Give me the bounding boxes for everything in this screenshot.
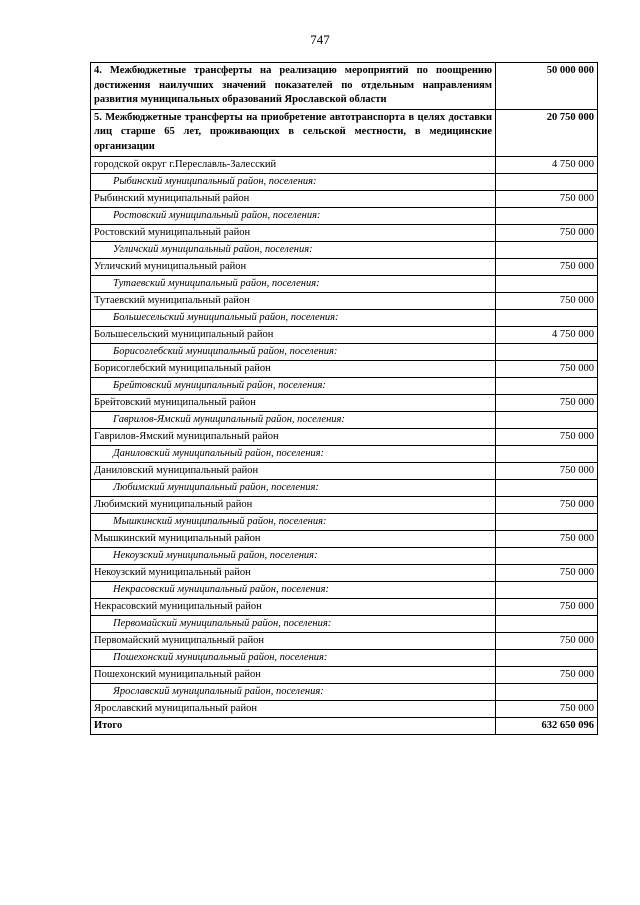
district-name: Угличский муниципальный район: [91, 258, 496, 275]
transfers-table: [90, 62, 598, 735]
subheader-label: Большесельский муниципальный район, поселения:: [91, 309, 496, 326]
table-row: [91, 428, 598, 445]
amount-cell: [496, 513, 598, 530]
section-title: 4. Межбюджетные трансферты на реализацию мероприятий по поощрению достижения наилучших значений показателей по отдельным направлениям развития муниципальных образований Ярославской области: [91, 63, 496, 110]
district-name: Тутаевский муниципальный район: [91, 292, 496, 309]
subheader-row: [91, 275, 598, 292]
subheader-label: Ростовский муниципальный район, поселения:: [91, 207, 496, 224]
district-name: Некрасовский муниципальный район: [91, 598, 496, 615]
amount-cell: [496, 683, 598, 700]
amount-cell: 750 000: [496, 462, 598, 479]
district-name: Первомайский муниципальный район: [91, 632, 496, 649]
amount-cell: [496, 377, 598, 394]
subheader-row: [91, 615, 598, 632]
subheader-row: [91, 241, 598, 258]
table-row: [91, 190, 598, 207]
subheader-label: Угличский муниципальный район, поселения:: [91, 241, 496, 258]
section-amount: 20 750 000: [496, 109, 598, 156]
amount-cell: 750 000: [496, 292, 598, 309]
subheader-label: Ярославский муниципальный район, поселения:: [91, 683, 496, 700]
amount-cell: 750 000: [496, 258, 598, 275]
amount-cell: 750 000: [496, 632, 598, 649]
amount-cell: [496, 581, 598, 598]
subheader-row: [91, 207, 598, 224]
district-name: Ростовский муниципальный район: [91, 224, 496, 241]
subheader-row: [91, 547, 598, 564]
amount-cell: [496, 649, 598, 666]
table-row: [91, 700, 598, 717]
table-row: [91, 598, 598, 615]
amount-cell: [496, 479, 598, 496]
amount-cell: [496, 207, 598, 224]
table-row: [91, 394, 598, 411]
district-name: Гаврилов-Ямский муниципальный район: [91, 428, 496, 445]
subheader-row: [91, 377, 598, 394]
subheader-row: [91, 479, 598, 496]
table-row: [91, 326, 598, 343]
amount-cell: 750 000: [496, 496, 598, 513]
table-row: [91, 530, 598, 547]
subheader-row: [91, 309, 598, 326]
section-amount: 50 000 000: [496, 63, 598, 110]
district-name: Рыбинский муниципальный район: [91, 190, 496, 207]
amount-cell: 750 000: [496, 394, 598, 411]
total-row: [91, 717, 598, 734]
amount-cell: [496, 445, 598, 462]
subheader-row: [91, 343, 598, 360]
amount-cell: 750 000: [496, 598, 598, 615]
table-row: [91, 258, 598, 275]
district-name: городской округ г.Переславль-Залесский: [91, 156, 496, 173]
amount-cell: 750 000: [496, 700, 598, 717]
table-row: [91, 360, 598, 377]
subheader-row: [91, 581, 598, 598]
district-name: Борисоглебский муниципальный район: [91, 360, 496, 377]
subheader-label: Первомайский муниципальный район, поселения:: [91, 615, 496, 632]
amount-cell: [496, 615, 598, 632]
subheader-label: Пошехонский муниципальный район, поселения:: [91, 649, 496, 666]
total-label: Итого: [91, 717, 496, 734]
subheader-label: Мышкинский муниципальный район, поселения:: [91, 513, 496, 530]
amount-cell: 750 000: [496, 564, 598, 581]
district-name: Пошехонский муниципальный район: [91, 666, 496, 683]
subheader-row: [91, 173, 598, 190]
table-row: [91, 462, 598, 479]
subheader-row: [91, 411, 598, 428]
district-name: Ярославский муниципальный район: [91, 700, 496, 717]
amount-cell: [496, 411, 598, 428]
subheader-row: [91, 445, 598, 462]
amount-cell: [496, 343, 598, 360]
section-title: 5. Межбюджетные трансферты на приобретение автотранспорта в целях доставки лиц старше 65 лет, проживающих в сельской местности, в медицинские организации: [91, 109, 496, 156]
subheader-row: [91, 649, 598, 666]
subheader-label: Рыбинский муниципальный район, поселения:: [91, 173, 496, 190]
subheader-label: Некоузский муниципальный район, поселения:: [91, 547, 496, 564]
table-row: [91, 666, 598, 683]
amount-cell: 750 000: [496, 428, 598, 445]
district-name: Мышкинский муниципальный район: [91, 530, 496, 547]
district-name: Любимский муниципальный район: [91, 496, 496, 513]
table-row: [91, 632, 598, 649]
district-name: Даниловский муниципальный район: [91, 462, 496, 479]
table-row: [91, 156, 598, 173]
table-row: [91, 496, 598, 513]
district-name: Некоузский муниципальный район: [91, 564, 496, 581]
table-row: [91, 224, 598, 241]
amount-cell: [496, 241, 598, 258]
subheader-label: Гаврилов-Ямский муниципальный район, поселения:: [91, 411, 496, 428]
subheader-label: Некрасовский муниципальный район, поселения:: [91, 581, 496, 598]
amount-cell: 750 000: [496, 666, 598, 683]
table-row: [91, 292, 598, 309]
amount-cell: 4 750 000: [496, 156, 598, 173]
total-amount: 632 650 096: [496, 717, 598, 734]
section-row: [91, 63, 598, 110]
page-number: 747: [310, 32, 330, 47]
table-row: [91, 564, 598, 581]
amount-cell: [496, 173, 598, 190]
subheader-label: Брейтовский муниципальный район, поселения:: [91, 377, 496, 394]
amount-cell: 750 000: [496, 530, 598, 547]
amount-cell: 750 000: [496, 190, 598, 207]
amount-cell: [496, 309, 598, 326]
amount-cell: 750 000: [496, 360, 598, 377]
subheader-row: [91, 513, 598, 530]
section-row: [91, 109, 598, 156]
subheader-label: Тутаевский муниципальный район, поселения:: [91, 275, 496, 292]
subheader-row: [91, 683, 598, 700]
subheader-label: Борисоглебский муниципальный район, поселения:: [91, 343, 496, 360]
district-name: Брейтовский муниципальный район: [91, 394, 496, 411]
amount-cell: 4 750 000: [496, 326, 598, 343]
amount-cell: 750 000: [496, 224, 598, 241]
amount-cell: [496, 547, 598, 564]
district-name: Большесельский муниципальный район: [91, 326, 496, 343]
subheader-label: Любимский муниципальный район, поселения:: [91, 479, 496, 496]
amount-cell: [496, 275, 598, 292]
subheader-label: Даниловский муниципальный район, поселения:: [91, 445, 496, 462]
